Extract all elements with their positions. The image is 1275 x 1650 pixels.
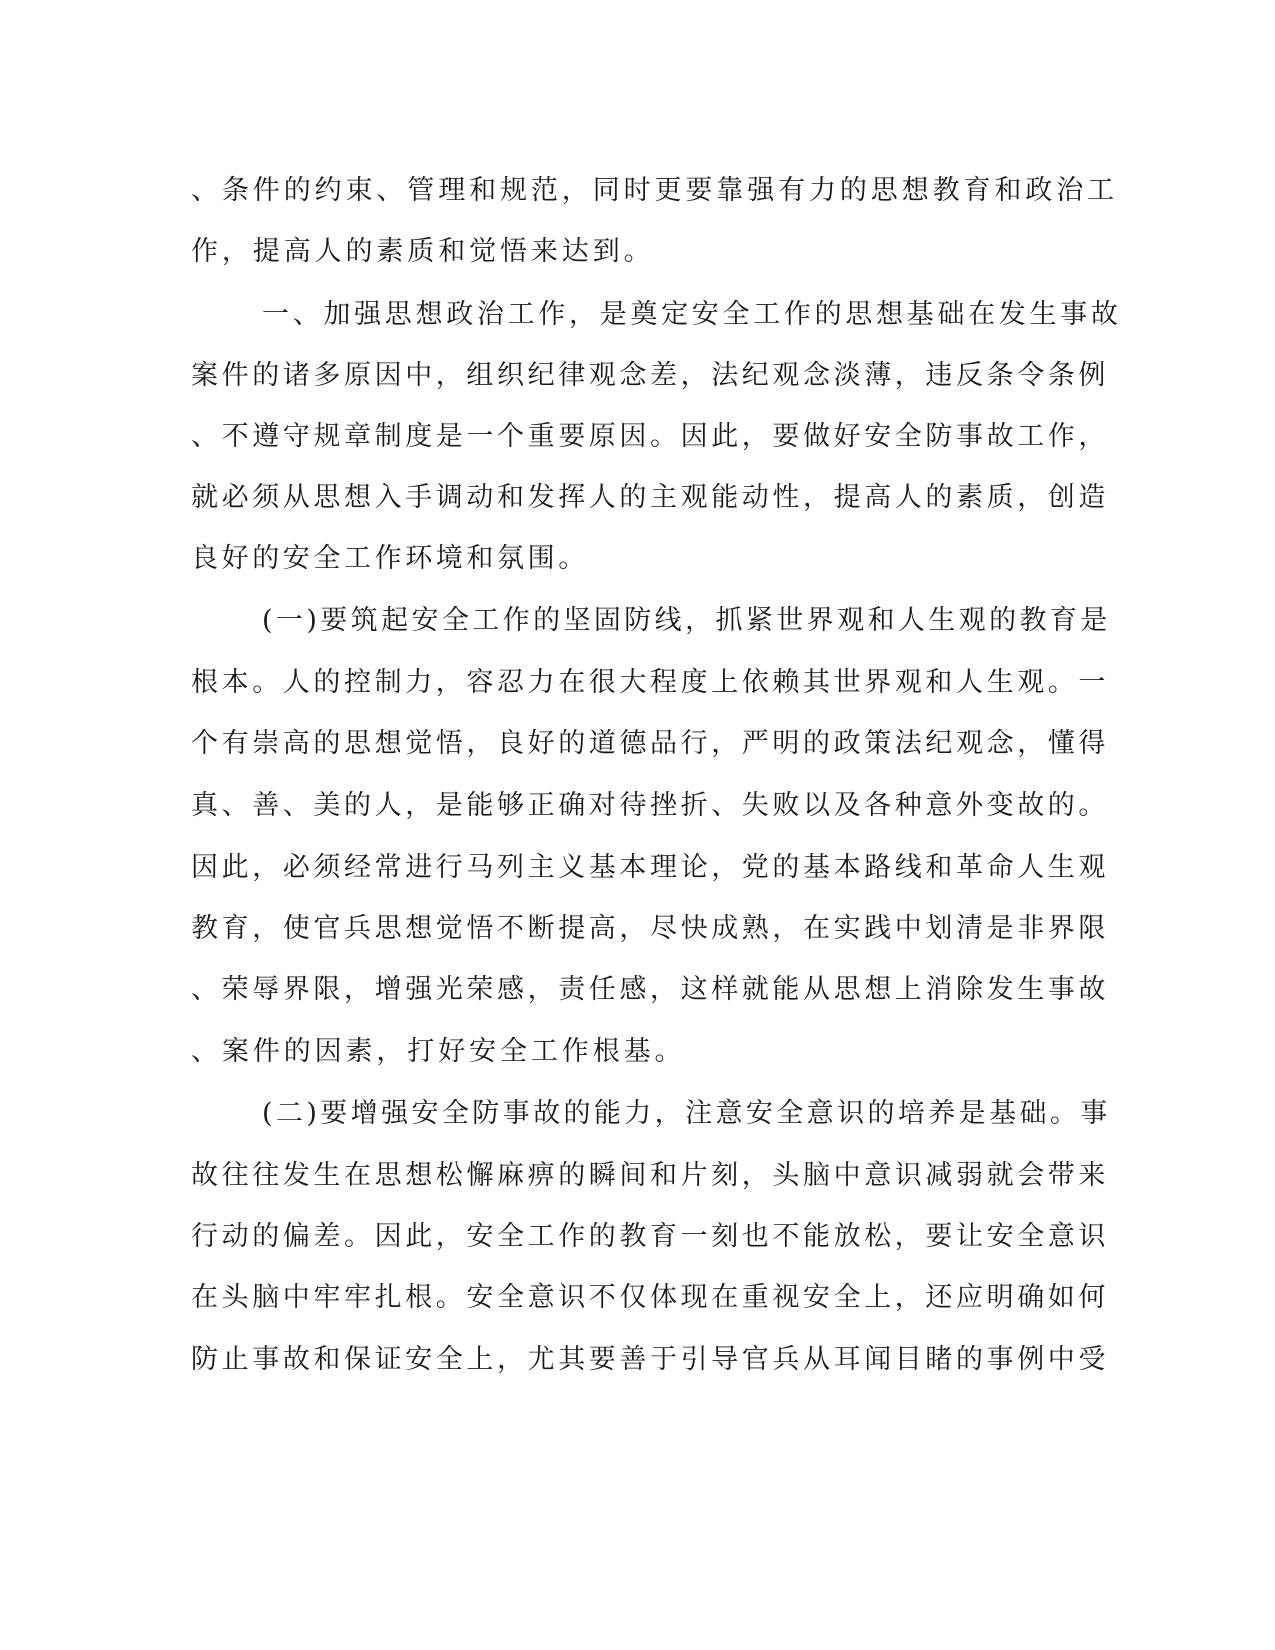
- text-line: 案件的诸多原因中，组织纪律观念差，法纪观念淡薄，违反条令条例: [191, 360, 1109, 391]
- text-line: 、荣辱界限，增强光荣感，责任感，这样就能从思想上消除发生事故: [191, 974, 1109, 1005]
- text-line: 在头脑中牢牢扎根。安全意识不仅体现在重视安全上，还应明确如何: [191, 1282, 1109, 1313]
- subsection-heading-line: (二)要增强安全防事故的能力，注意安全意识的培养是基础。事: [262, 1098, 1111, 1129]
- text-line: 、案件的因素，打好安全工作根基。: [191, 1036, 686, 1067]
- text-line: 故往往发生在思想松懈麻痹的瞬间和片刻，头脑中意识减弱就会带来: [191, 1160, 1109, 1191]
- section-heading-line: 一、加强思想政治工作，是奠定安全工作的思想基础在发生事故: [262, 299, 1122, 330]
- text-line: 、条件的约束、管理和规范，同时更要靠强有力的思想教育和政治工: [191, 175, 1118, 206]
- text-line: 作，提高人的素质和觉悟来达到。: [191, 236, 655, 267]
- text-line: 根本。人的控制力，容忍力在很大程度上依赖其世界观和人生观。一: [191, 667, 1109, 698]
- text-line: 就必须从思想入手调动和发挥人的主观能动性，提高人的素质，创造: [191, 482, 1109, 513]
- text-line: 教育，使官兵思想觉悟不断提高，尽快成熟，在实践中划清是非界限: [191, 913, 1109, 944]
- subsection-heading-line: (一)要筑起安全工作的坚固防线，抓紧世界观和人生观的教育是: [262, 605, 1111, 636]
- text-line: 真、善、美的人，是能够正确对待挫折、失败以及各种意外变故的。: [191, 790, 1109, 821]
- text-line: 良好的安全工作环境和氛围。: [191, 543, 589, 574]
- text-line: 因此，必须经常进行马列主义基本理论，党的基本路线和革命人生观: [191, 852, 1109, 883]
- text-line: 防止事故和保证安全上，尤其要善于引导官兵从耳闻目睹的事例中受: [191, 1344, 1109, 1375]
- text-line: 行动的偏差。因此，安全工作的教育一刻也不能放松，要让安全意识: [191, 1221, 1109, 1252]
- text-line: 个有崇高的思想觉悟，良好的道德品行，严明的政策法纪观念，懂得: [191, 728, 1109, 759]
- text-line: 、不遵守规章制度是一个重要原因。因此，要做好安全防事故工作，: [191, 421, 1109, 452]
